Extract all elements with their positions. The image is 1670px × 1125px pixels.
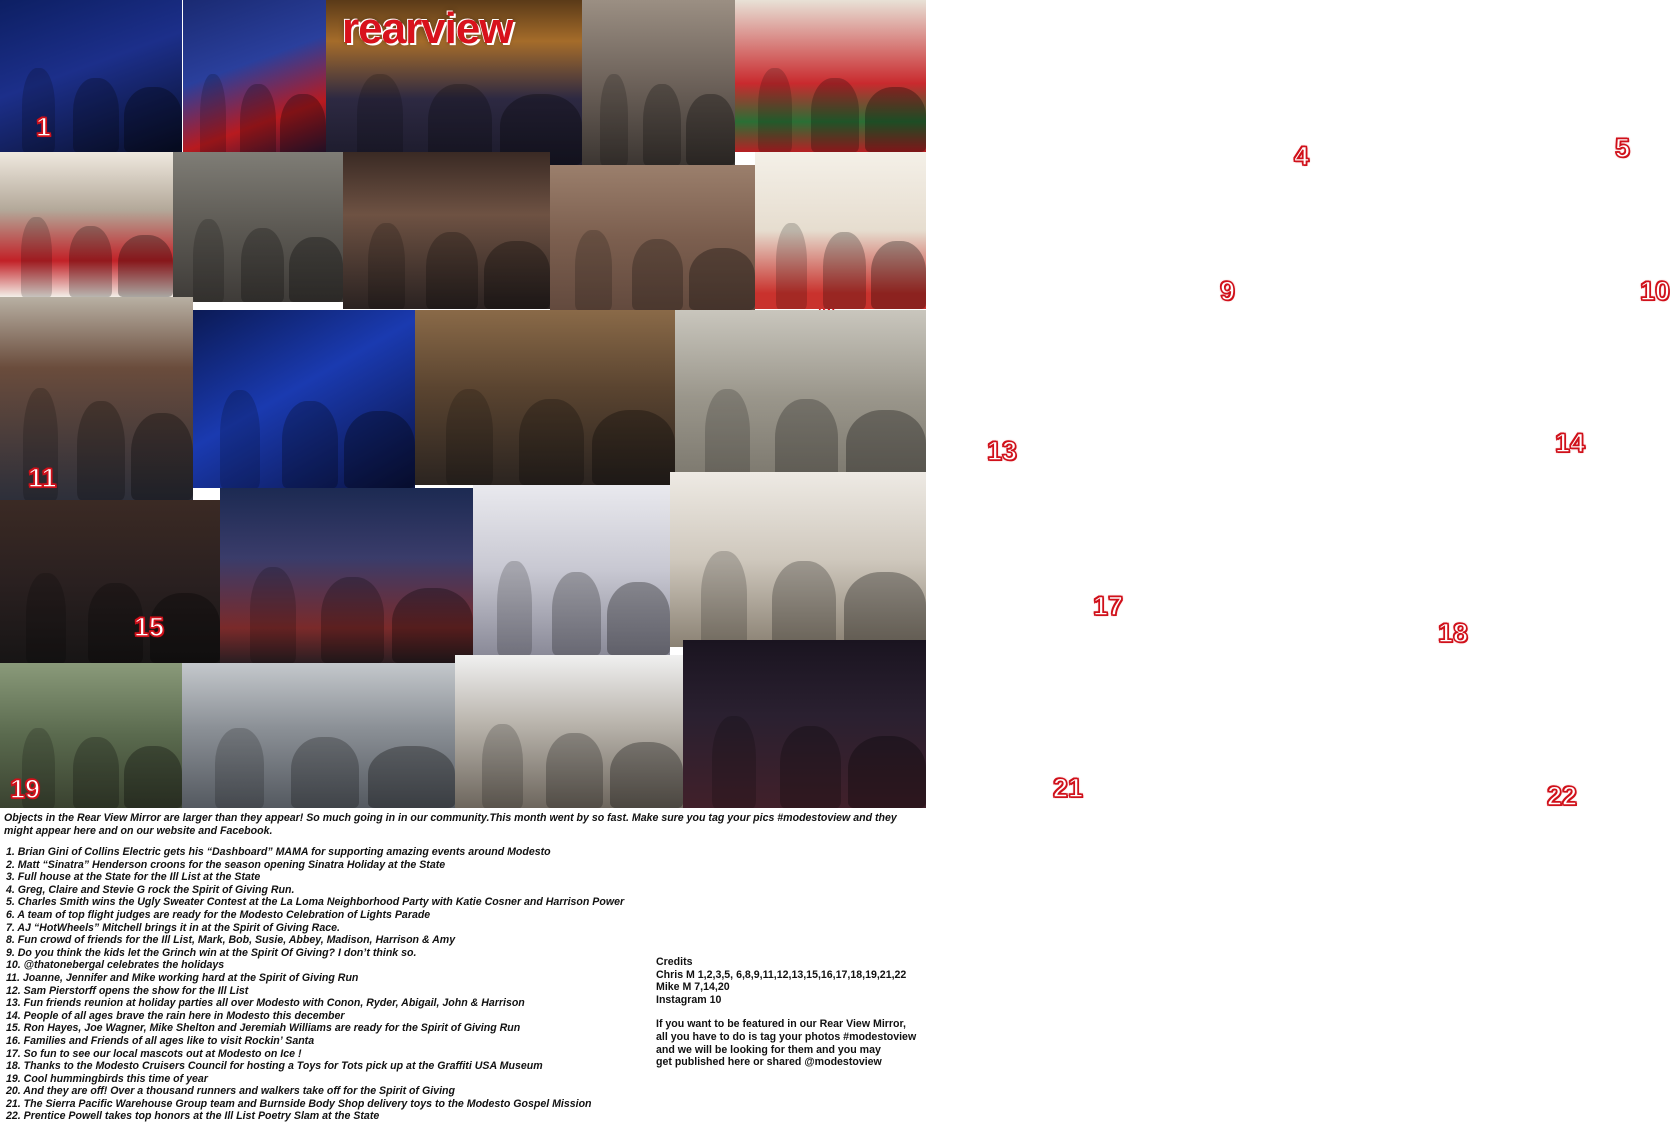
photo-subject-shape [482,724,523,808]
photo-subject-shape [600,74,628,165]
photo-subject-shape [780,726,841,808]
photo-subject-shape [484,241,550,309]
photo-subject-shape [848,736,926,808]
photo-number-label: 4 [1294,141,1310,171]
caption-item: 15. Ron Hayes, Joe Wagner, Mike Shelton and Jeremiah Williams are ready for the Spirit of Giving Run [6,1022,521,1035]
caption-item: 4. Greg, Claire and Stevie G rock the Spirit of Giving Run. [6,883,295,896]
photo-13 [415,310,1018,485]
photo-6 [0,152,173,297]
photo-subject-shape [705,389,750,485]
photo-number-label: 11 [28,463,57,493]
photo-subject-shape [426,232,478,309]
caption-item: 2. Matt “Sinatra” Henderson croons for the season opening Sinatra Holiday at the State [6,858,446,871]
caption-item: 9. Do you think the kids let the Grinch win at the Spirit Of Giving? I don’t think so. [6,946,417,959]
photo-number-label: 1 [36,112,52,142]
caption-item: 14. People of all ages brave the rain here in Modesto this december [6,1009,345,1022]
caption-item: 11. Joanne, Jennifer and Mike working hard at the Spirit of Giving Run [6,971,359,984]
photo-subject-shape [546,733,603,808]
photo-7 [173,152,343,302]
photo-4 [582,0,1310,171]
photo-subject-shape [701,551,747,647]
photo-2 [183,0,326,165]
photo-1 [0,0,182,152]
photo-subject-shape [73,78,119,152]
photo-subject-shape [446,389,493,485]
photo-9 [550,165,1236,310]
photo-subject-shape [607,582,670,655]
photo-subject-shape [250,567,296,663]
photo-subject-shape [77,401,125,500]
photo-subject-shape [282,401,338,488]
intro-paragraph: Objects in the Rear View Mirror are larger than they appear! So much going in in our community.This month went by so fast. Make sure you tag your pics #modestoview and they might appear here and on our website and Facebook. [4,812,897,837]
photo-subject-shape [21,217,52,297]
photo-16 [220,488,473,663]
photo-subject-shape [73,737,119,808]
photo-10 [755,152,1670,309]
caption-item: 13. Fun friends reunion at holiday parties all over Modesto with Conon, Ryder, Abigail, John & Harrison [6,997,525,1010]
photo-number-label: 19 [10,774,41,804]
caption-item: 12. Sam Pierstorff opens the show for the Ill List [6,984,249,997]
photo-subject-shape [241,228,284,302]
photo-subject-shape [321,577,384,663]
photo-number-label: 14 [1555,428,1586,458]
photo-number-label: 17 [1093,591,1124,621]
photo-subject-shape [344,411,415,488]
photo-subject-shape [592,410,675,485]
feature-line: If you want to be featured in our Rear View Mirror, [656,1018,906,1031]
photo-number-label: 5 [1615,133,1631,163]
photo-17 [473,485,1124,655]
photo-subject-shape [552,572,601,655]
photo-number-label: 13 [987,436,1018,466]
photo-number-label: 15 [134,612,165,642]
photo-subject-shape [712,716,756,808]
photo-20 [182,663,455,808]
photo-subject-shape [865,87,926,152]
photo-subject-shape [291,737,359,808]
photo-subject-shape [193,219,224,302]
photo-subject-shape [575,230,612,310]
caption-item: 17. So fun to see our local mascots out at Modesto on Ice ! [6,1047,302,1060]
photo-captions-list [6,846,624,1123]
feature-line: all you have to do is tag your photos #modestoview [656,1030,917,1043]
photo-subject-shape [220,390,260,488]
photo-subject-shape [871,241,926,309]
caption-item: 6. A team of top flight judges are ready for the Modesto Celebration of Lights Parade [6,908,431,921]
photo-subject-shape [758,68,792,152]
caption-item: 1. Brian Gini of Collins Electric gets his “Dashboard” MAMA for supporting amazing events around Modesto [6,846,551,858]
caption-item: 8. Fun crowd of friends for the Ill List, Mark, Bob, Susie, Abbey, Madison, Harrison & Amy [6,934,456,947]
photo-subject-shape [811,78,859,152]
photo-subject-shape [215,728,264,808]
caption-item: 19. Cool hummingbirds this time of year [6,1072,208,1085]
photo-subject-shape [392,588,473,663]
credits-line: Chris M 1,2,3,5, 6,8,9,11,12,13,15,16,17,18,19,21,22 [656,968,907,981]
photo-5 [735,0,1631,163]
credits-line: Mike M 7,14,20 [656,981,730,994]
photo-subject-shape [776,223,807,309]
caption-item: 20. And they are off! Over a thousand runners and walkers take off for the Spirit of Giving [6,1085,455,1098]
photo-8 [343,152,550,309]
photo-number-label: 10 [1640,276,1670,306]
photo-15 [0,500,220,663]
caption-item: 7. AJ “HotWheels” Mitchell brings it in at the Spirit of Giving Race. [6,921,340,934]
caption-item: 16. Families and Friends of all ages like to visit Rockin’ Santa [6,1034,315,1047]
photo-subject-shape [772,561,836,647]
photo-subject-shape [118,235,173,297]
photo-subject-shape [131,413,193,500]
photo-subject-shape [844,572,926,647]
photo-subject-shape [689,248,755,310]
photo-subject-shape [124,87,182,152]
caption-item: 22. Prentice Powell takes top honors at the Ill List Poetry Slam at the State [6,1110,380,1123]
photo-subject-shape [368,223,405,309]
credits-line: Instagram 10 [656,993,722,1006]
photo-subject-shape [632,239,683,310]
photo-subject-shape [497,561,532,655]
photo-subject-shape [368,746,455,808]
caption-item: 3. Full house at the State for the Ill List at the State [6,871,261,884]
photo-number-label: 18 [1438,618,1469,648]
photo-21 [455,655,1084,808]
credits-block [656,956,922,1069]
photo-11 [0,297,193,500]
photo-12 [193,310,415,488]
photo-subject-shape [823,232,866,309]
photo-subject-shape [289,237,343,302]
feature-line: get published here or shared @modestoview [656,1056,882,1069]
photo-number-label: 22 [1547,781,1578,811]
masthead-title: rearview [342,4,513,53]
photo-number-label: 9 [1220,276,1236,306]
photo-subject-shape [610,742,683,808]
feature-line: and we will be looking for them and you may [656,1043,881,1056]
photo-subject-shape [686,94,735,165]
photo-subject-shape [519,399,584,485]
caption-item: 21. The Sierra Pacific Warehouse Group team and Burnside Body Shop delivery toys to the Modesto Gospel Mission [6,1097,592,1110]
photo-19 [0,663,182,808]
photo-subject-shape [643,84,681,165]
credits-heading: Credits [656,956,693,968]
caption-item: 5. Charles Smith wins the Ugly Sweater Contest at the La Loma Neighborhood Party with Katie Cosner and Harrison Power [6,896,625,909]
photo-subject-shape [69,226,112,297]
caption-item: 18. Thanks to the Modesto Cruisers Council for hosting a Toys for Tots pick up at the Graffiti USA Museum [6,1060,543,1073]
credits-spacer [656,1006,922,1018]
caption-item: 10. @thatonebergal celebrates the holidays [6,959,225,972]
photo-subject-shape [26,573,66,663]
photo-number-label: 21 [1053,773,1084,803]
photo-subject-shape [124,746,182,808]
